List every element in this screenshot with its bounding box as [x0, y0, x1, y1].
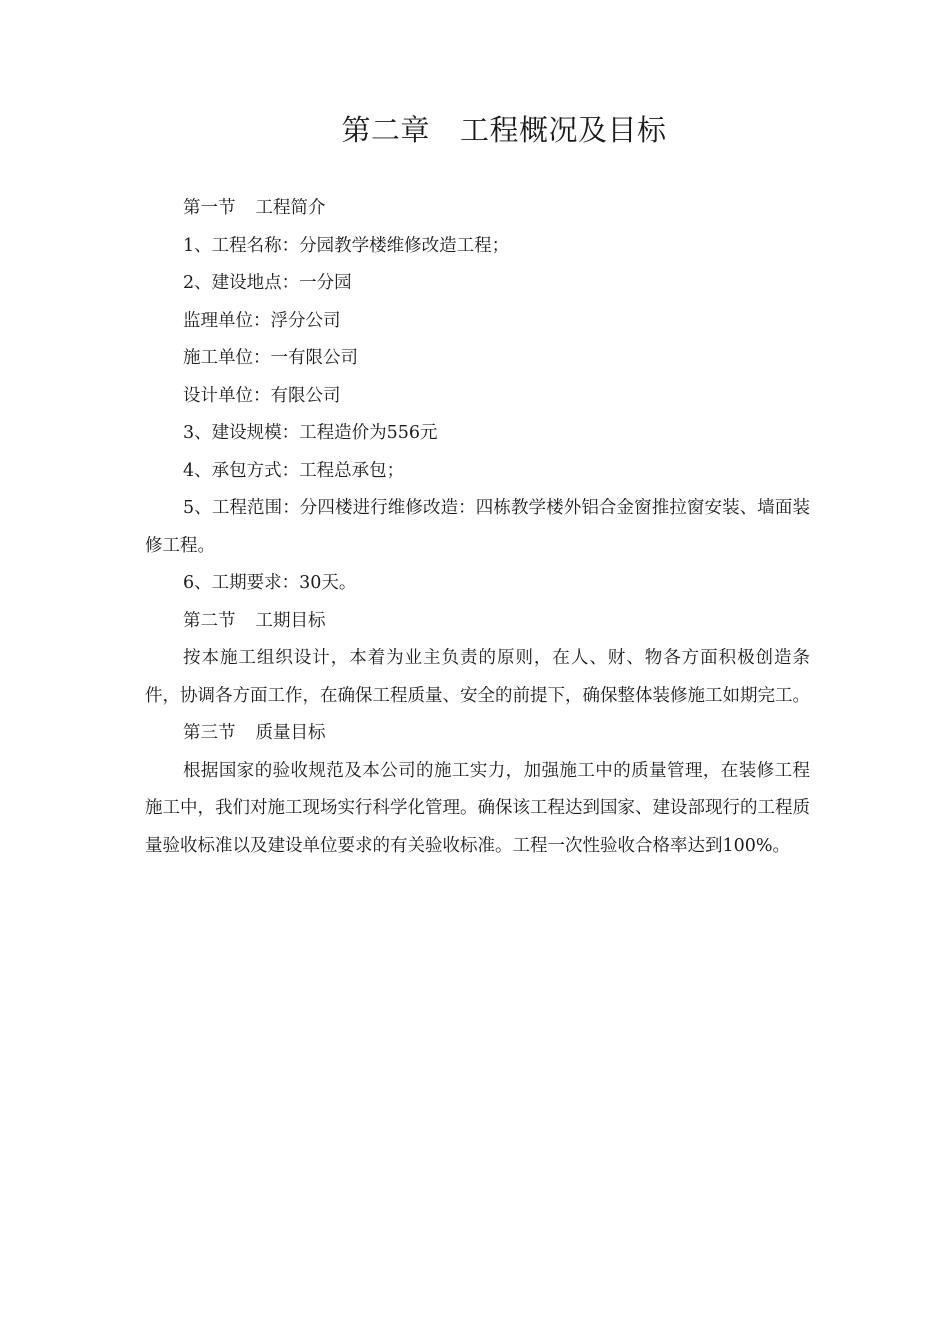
supervision-unit: 监理单位：浮分公司	[183, 310, 341, 331]
contract-method: 4、承包方式：工程总承包；	[183, 460, 405, 481]
construction-site: 2、建设地点：一分园	[183, 273, 352, 293]
chapter-title-text: 工程概况及目标	[460, 113, 667, 147]
chapter-number: 第二章	[341, 113, 430, 147]
construction-scale: 3、建设规模：工程造价为556元	[183, 423, 438, 443]
design-unit: 设计单位：有限公司	[183, 385, 341, 406]
chapter-title	[0, 110, 950, 150]
construction-unit: 施工单位：一有限公司	[183, 348, 358, 368]
schedule-requirement: 6、工期要求：30天。	[183, 573, 357, 593]
project-name: 1、工程名称：分园教学楼维修改造工程；	[183, 235, 510, 256]
quality-goal-paragraph: 根据国家的验收规范及本公司的施工实力，加强施工中的质量管理，在装修工程施工中，我们对施工现场实行科学化管理。确保该工程达到国家、建设部现行的工程质量验收标准以及建设单位要求的有关验收标准。工程一次性验收合格率达到100%。	[145, 760, 810, 856]
document-body	[145, 190, 810, 865]
section-heading: 第三节 质量目标	[183, 723, 326, 743]
schedule-goal-paragraph: 按本施工组织设计，本着为业主负责的原则，在人、财、物各方面积极创造条件，协调各方面工作，在确保工程质量、安全的前提下，确保整体装修施工如期完工。	[145, 648, 810, 706]
project-scope: 5、工程范围：分四楼进行维修改造：四栋教学楼外铝合金窗推拉窗安装、墙面装修工程。	[145, 498, 810, 556]
section-heading: 第一节 工程简介	[183, 198, 326, 218]
section-heading: 第二节 工期目标	[183, 610, 326, 631]
